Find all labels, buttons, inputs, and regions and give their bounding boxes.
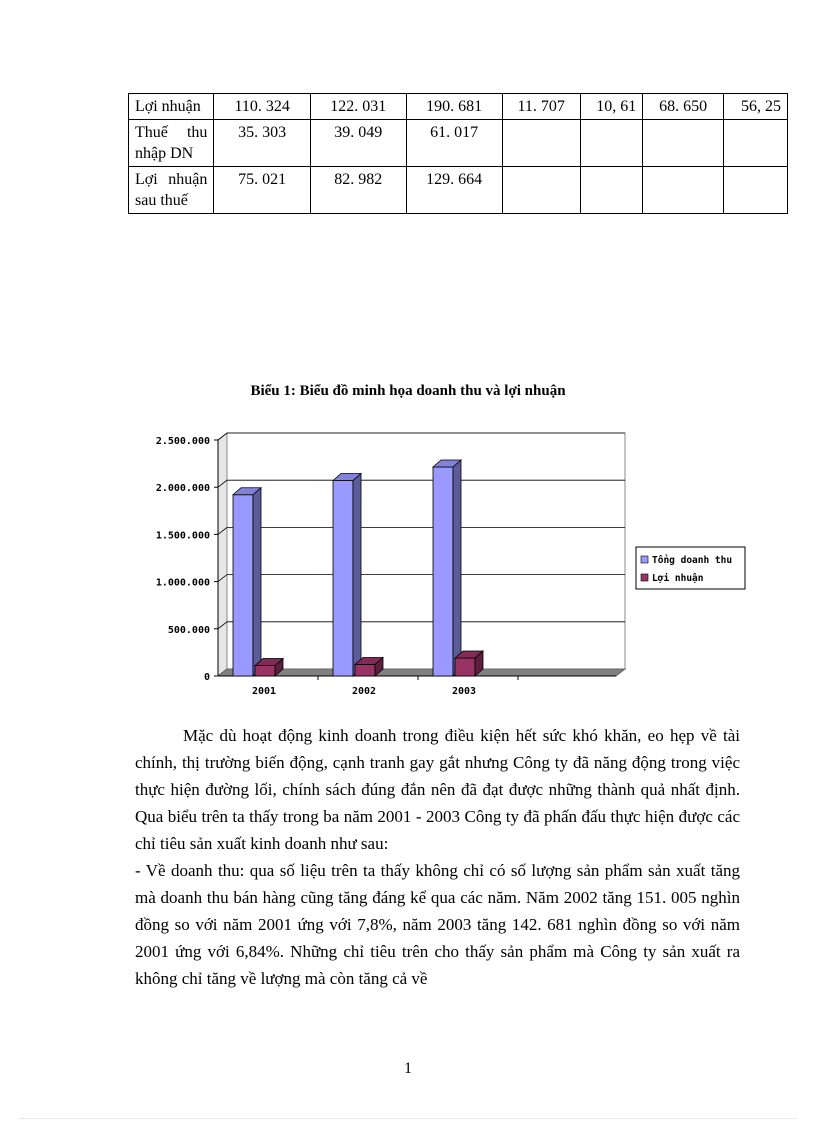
legend-swatch bbox=[641, 574, 648, 581]
x-tick-label: 2003 bbox=[451, 686, 477, 697]
bar-profit-2002 bbox=[355, 664, 375, 676]
table-cell-c3: 190. 681 bbox=[406, 94, 502, 120]
bar-profit-2003 bbox=[455, 658, 475, 676]
page-number: 1 bbox=[404, 1060, 412, 1077]
bar-side-2003 bbox=[453, 460, 461, 676]
table-cell-c2: 82. 982 bbox=[310, 167, 406, 214]
table-cell-label: Thuế thu nhập DN bbox=[129, 120, 214, 167]
legend-label: Tổng doanh thu bbox=[652, 555, 733, 566]
y-tick-label: 1.000.000 bbox=[155, 577, 210, 589]
chart-title: Biểu 1: Biểu đồ minh họa doanh thu và lợi nhuận bbox=[250, 383, 566, 399]
y-tick-label: 2.500.000 bbox=[155, 436, 210, 447]
legend-swatch bbox=[641, 556, 648, 563]
paragraph-1: Mặc dù hoạt động kinh doanh trong điều kiện hết sức khó khăn, eo hẹp về tài chính, thị trường biến động, cạnh tranh gay gắt nhưng Công ty đã năng động trong việc thực hiện đường lối, chính sách đúng đắn nên đã đạt được những thành quả nhất định. Qua biểu trên ta thấy trong ba năm 2001 - 2003 Công ty đã phấn đấu thực hiện được các chỉ tiêu sản xuất kinh doanh như sau: bbox=[135, 726, 740, 853]
table-cell-label: Lợi nhuận sau thuế bbox=[129, 167, 214, 214]
plot-side-wall bbox=[218, 433, 227, 676]
table-cell-c1: 75. 021 bbox=[214, 167, 311, 214]
plot-back-wall bbox=[227, 433, 625, 669]
table-cell-c3: 61. 017 bbox=[406, 120, 502, 167]
table-cell-c1: 110. 324 bbox=[214, 94, 311, 120]
table-cell-c3: 129. 664 bbox=[406, 167, 502, 214]
table-cell-c2: 39. 049 bbox=[310, 120, 406, 167]
bar-side-2001 bbox=[253, 488, 261, 676]
legend-label: Lợi nhuận bbox=[652, 573, 704, 584]
table-cell-c2: 122. 031 bbox=[310, 94, 406, 120]
y-tick-label: 1.500.000 bbox=[155, 530, 210, 542]
table-cell-c4: 11. 707 bbox=[502, 94, 580, 120]
bar-revenue-2002 bbox=[333, 480, 353, 676]
table-cell-c1: 35. 303 bbox=[214, 120, 311, 167]
bar-side-2002 bbox=[353, 473, 361, 676]
page-border bbox=[20, 1118, 796, 1119]
y-tick-label: 500.000 bbox=[167, 624, 210, 636]
bar-revenue-2003 bbox=[433, 467, 453, 676]
table-cell-c6: 68. 650 bbox=[643, 94, 724, 120]
y-tick-label: 2.000.000 bbox=[155, 483, 210, 495]
x-tick-label: 2002 bbox=[351, 686, 377, 697]
y-tick-label: 0 bbox=[203, 672, 210, 683]
table-cell-c5: 10, 61 bbox=[580, 94, 642, 120]
table-cell-c7: 56, 25 bbox=[723, 94, 787, 120]
table-cell-label: Lợi nhuận bbox=[129, 94, 214, 120]
body-text bbox=[135, 722, 740, 992]
x-tick-label: 2001 bbox=[251, 686, 277, 697]
bar-revenue-2001 bbox=[233, 495, 253, 676]
bar-profit-2001 bbox=[255, 666, 275, 676]
paragraph-2: - Về doanh thu: qua số liệu trên ta thấy không chỉ có số lượng sản phẩm sản xuất tăng mà doanh thu bán hàng cũng tăng đáng kể qua các năm. Năm 2002 tăng 151. 005 nghìn đồng so với năm 2001 ứng với 7,8%, năm 2003 tăng 142. 681 nghìn đồng so với năm 2001 ứng với 6,84%. Những chỉ tiêu trên cho thấy sản phẩm mà Công ty sản xuất ra không chỉ tăng về lượng mà còn tăng cả về bbox=[135, 861, 740, 988]
